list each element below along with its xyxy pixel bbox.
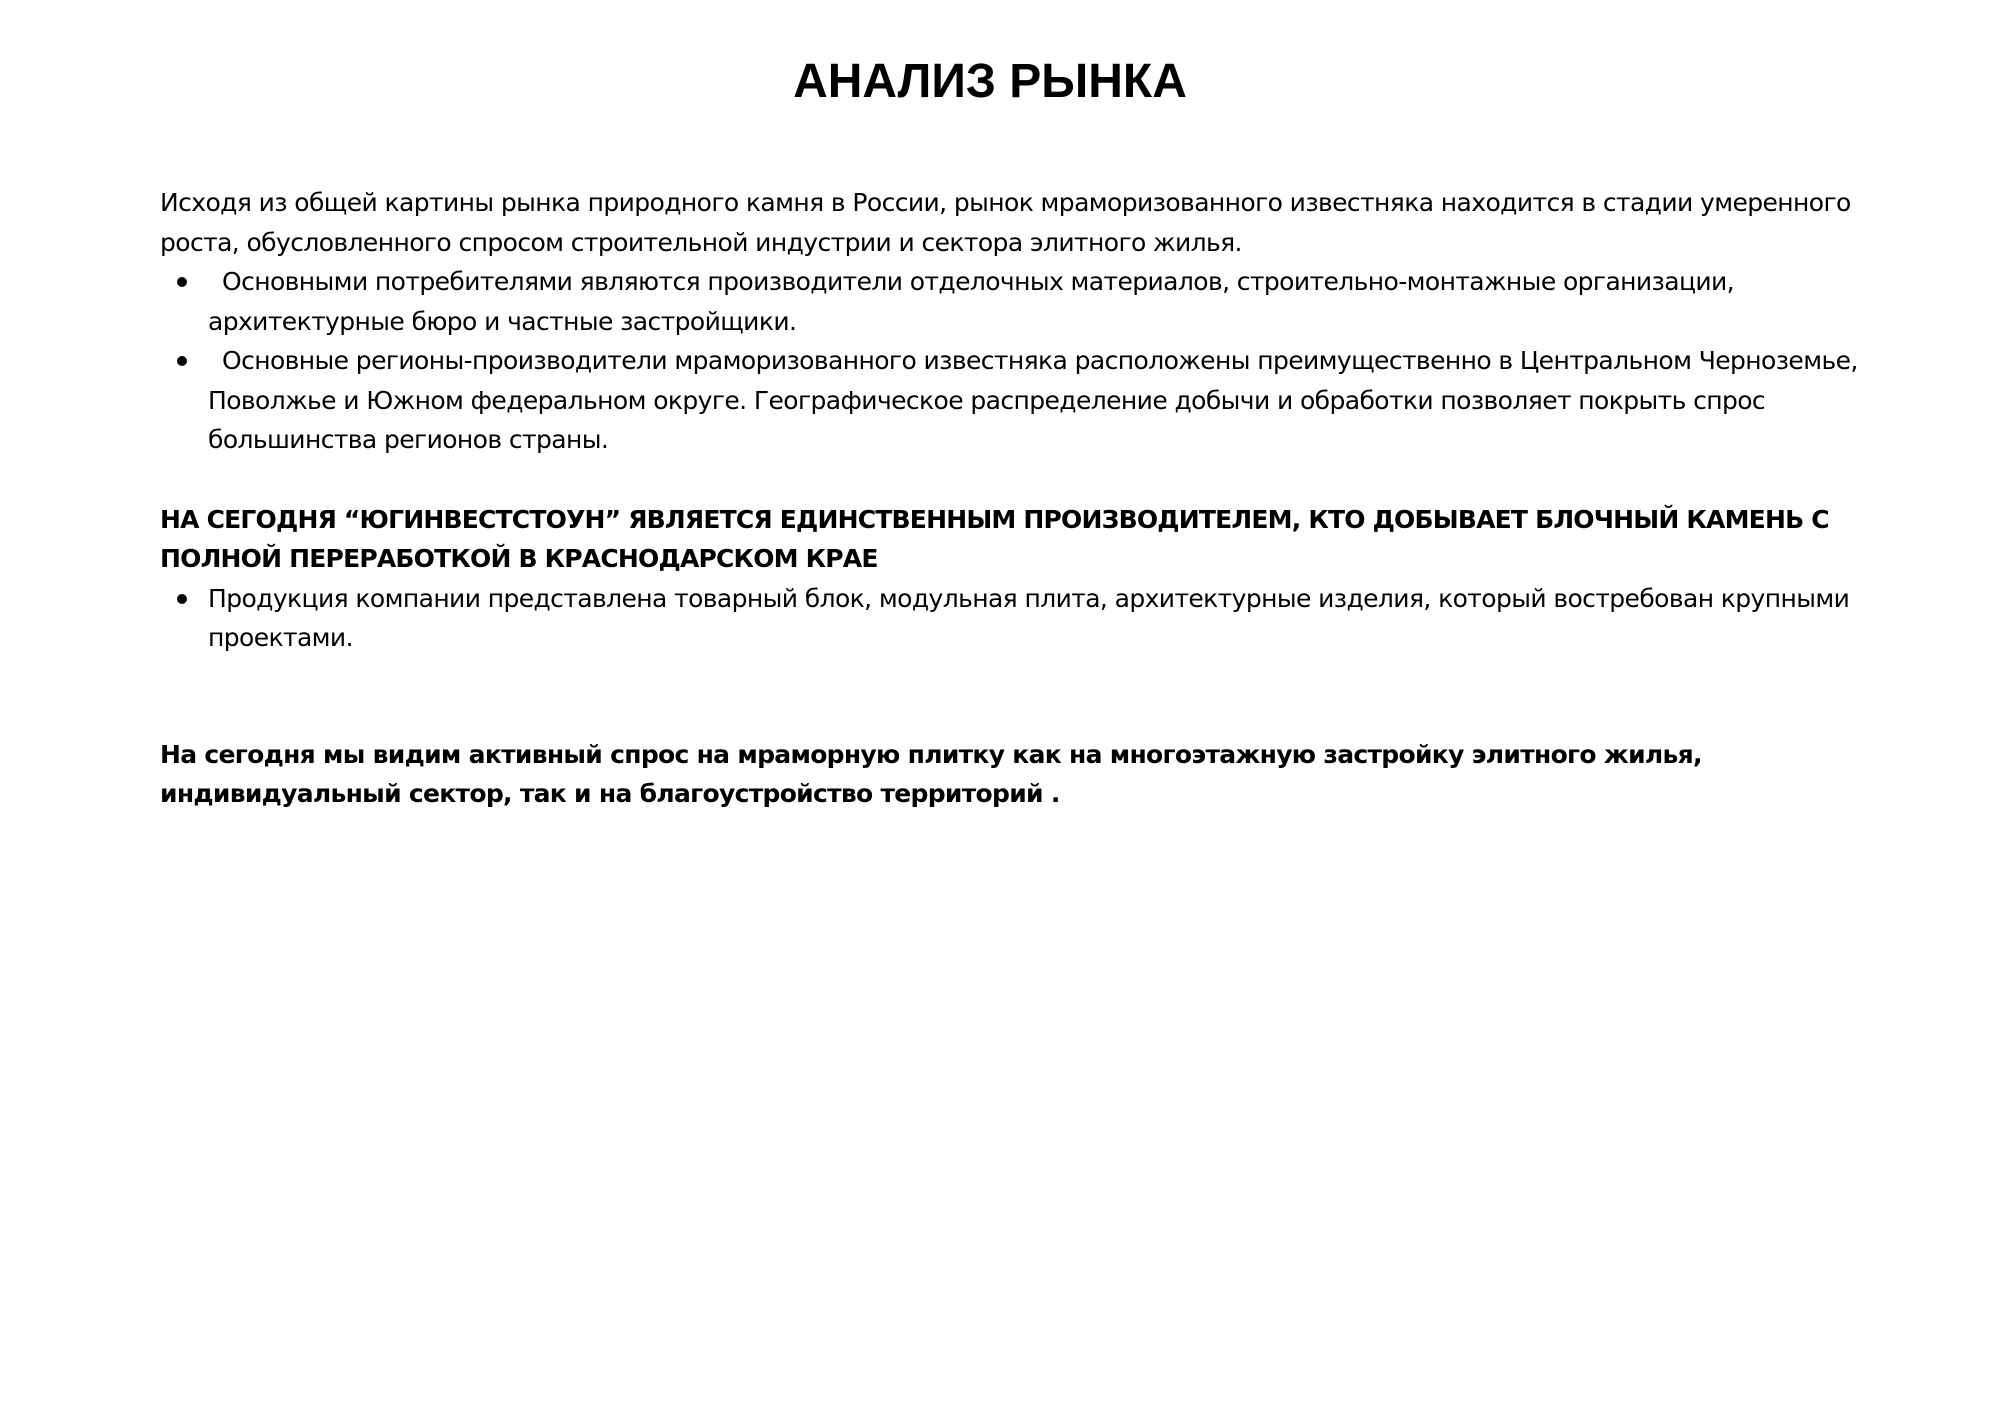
bullet-icon [177, 356, 187, 366]
page-title: АНАЛИЗ РЫНКА [793, 55, 1187, 108]
list-item [160, 262, 1860, 341]
document-body [160, 183, 1860, 814]
list-item [160, 579, 1860, 658]
list-item [160, 341, 1860, 460]
list-item-text: Продукция компании представлена товарный блок, модульная плита, архитектурные изделия, который востребован крупными проектами. [208, 583, 1850, 652]
company-headline: НА СЕГОДНЯ “ЮГИНВЕСТСТОУН” ЯВЛЯЕТСЯ ЕДИНСТВЕННЫМ ПРОИЗВОДИТЕЛЕМ, КТО ДОБЫВАЕТ БЛОЧНЫЙ КАМЕНЬ С ПОЛНОЙ ПЕРЕРАБОТКОЙ В КРАСНОДАРСКОМ КРАЕ [160, 504, 1829, 573]
list-item-text: Основными потребителями являются производители отделочных материалов, строительно-монтажные организации, архитектурные бюро и частные застройщики. [208, 267, 1735, 336]
bullet-icon [177, 277, 187, 287]
intro-paragraph: Исходя из общей картины рынка природного камня в России, рынок мраморизованного известняка находится в стадии умеренного роста, обусловленного спросом строительной индустрии и сектора элитного жилья. [160, 188, 1851, 257]
bullet-icon [177, 594, 187, 604]
product-points-list [160, 579, 1860, 658]
market-points-list [160, 262, 1860, 460]
closing-paragraph: На сегодня мы видим активный спрос на мраморную плитку как на многоэтажную застройку элитного жилья, индивидуальный сектор, так и на благоустройство территорий . [160, 739, 1702, 808]
list-item-text: Основные регионы-производители мраморизованного известняка расположены преимущественно в Центральном Черноземье, Поволжье и Южном федеральном округе. Географическое распределение добычи и обработки позволяет покрыть спрос большинства регионов страны. [208, 346, 1858, 454]
